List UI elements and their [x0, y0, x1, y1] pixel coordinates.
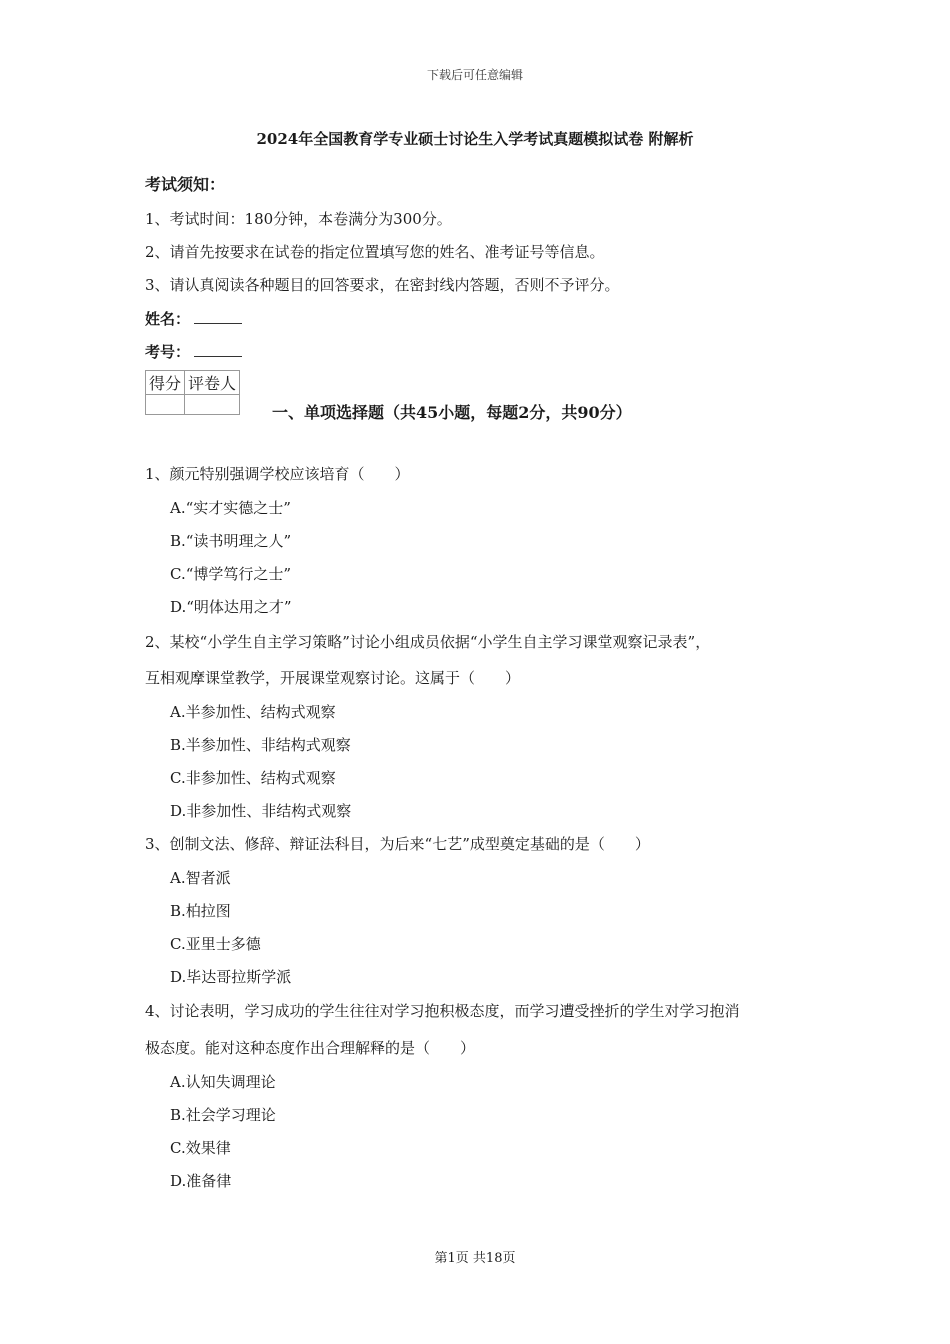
option: D.毕达哥拉斯学派 — [170, 968, 292, 986]
option: B.社会学习理论 — [170, 1106, 276, 1124]
page-footer: 第1页 共18页 — [434, 1251, 516, 1266]
number-field — [145, 341, 242, 362]
option: D.准备律 — [170, 1172, 232, 1190]
question-4: 4、讨论表明，学习成功的学生往往对学习抱积极态度，而学习遭受挫折的学生对学习抱消 — [145, 1002, 740, 1020]
option: A.认知失调理论 — [170, 1073, 276, 1091]
number-blank[interactable] — [194, 342, 242, 357]
notice-item: 2、请首先按要求在试卷的指定位置填写您的姓名、准考证号等信息。 — [145, 243, 605, 261]
grader-header: 评卷人 — [185, 371, 240, 395]
number-label: 考号： — [145, 343, 191, 361]
name-blank[interactable] — [194, 309, 242, 324]
option: A.智者派 — [170, 869, 231, 887]
option: A.半参加性、结构式观察 — [170, 703, 336, 721]
score-header: 得分 — [146, 371, 185, 395]
option: B.“读书明理之人” — [170, 532, 292, 550]
section-title: 一、单项选择题（共45小题，每题2分，共90分） — [272, 403, 632, 422]
page-header: 下载后可任意编辑 — [426, 68, 523, 82]
score-table — [145, 370, 240, 415]
option: C.非参加性、结构式观察 — [170, 769, 336, 787]
option: B.半参加性、非结构式观察 — [170, 736, 351, 754]
option: D.非参加性、非结构式观察 — [170, 802, 352, 820]
option: A.“实才实德之士” — [170, 499, 291, 517]
option: C.亚里士多德 — [170, 935, 261, 953]
question-3: 3、创制文法、修辞、辩证法科目，为后来“七艺”成型奠定基础的是（ ） — [145, 835, 650, 853]
option: C.效果律 — [170, 1139, 231, 1157]
name-field — [145, 308, 242, 329]
notice-item: 1、考试时间：180分钟，本卷满分为300分。 — [145, 210, 452, 228]
exam-title: 2024年全国教育学专业硕士讨论生入学考试真题模拟试卷 附解析 — [256, 130, 694, 148]
option: D.“明体达用之才” — [170, 598, 292, 616]
name-label: 姓名： — [145, 310, 191, 328]
question-4-cont: 极态度。能对这种态度作出合理解释的是（ ） — [145, 1039, 476, 1057]
option: C.“博学笃行之士” — [170, 565, 292, 583]
question-1: 1、颜元特别强调学校应该培育（ ） — [145, 465, 410, 483]
notice-heading: 考试须知： — [145, 175, 226, 194]
score-cell[interactable] — [146, 395, 185, 415]
question-2-cont: 互相观摩课堂教学，开展课堂观察讨论。这属于（ ） — [145, 669, 521, 687]
notice-item: 3、请认真阅读各种题目的回答要求，在密封线内答题，否则不予评分。 — [145, 276, 620, 294]
option: B.柏拉图 — [170, 902, 231, 920]
question-2: 2、某校“小学生自主学习策略”讨论小组成员依据“小学生自主学习课堂观察记录表”， — [145, 633, 711, 651]
grader-cell[interactable] — [185, 395, 240, 415]
